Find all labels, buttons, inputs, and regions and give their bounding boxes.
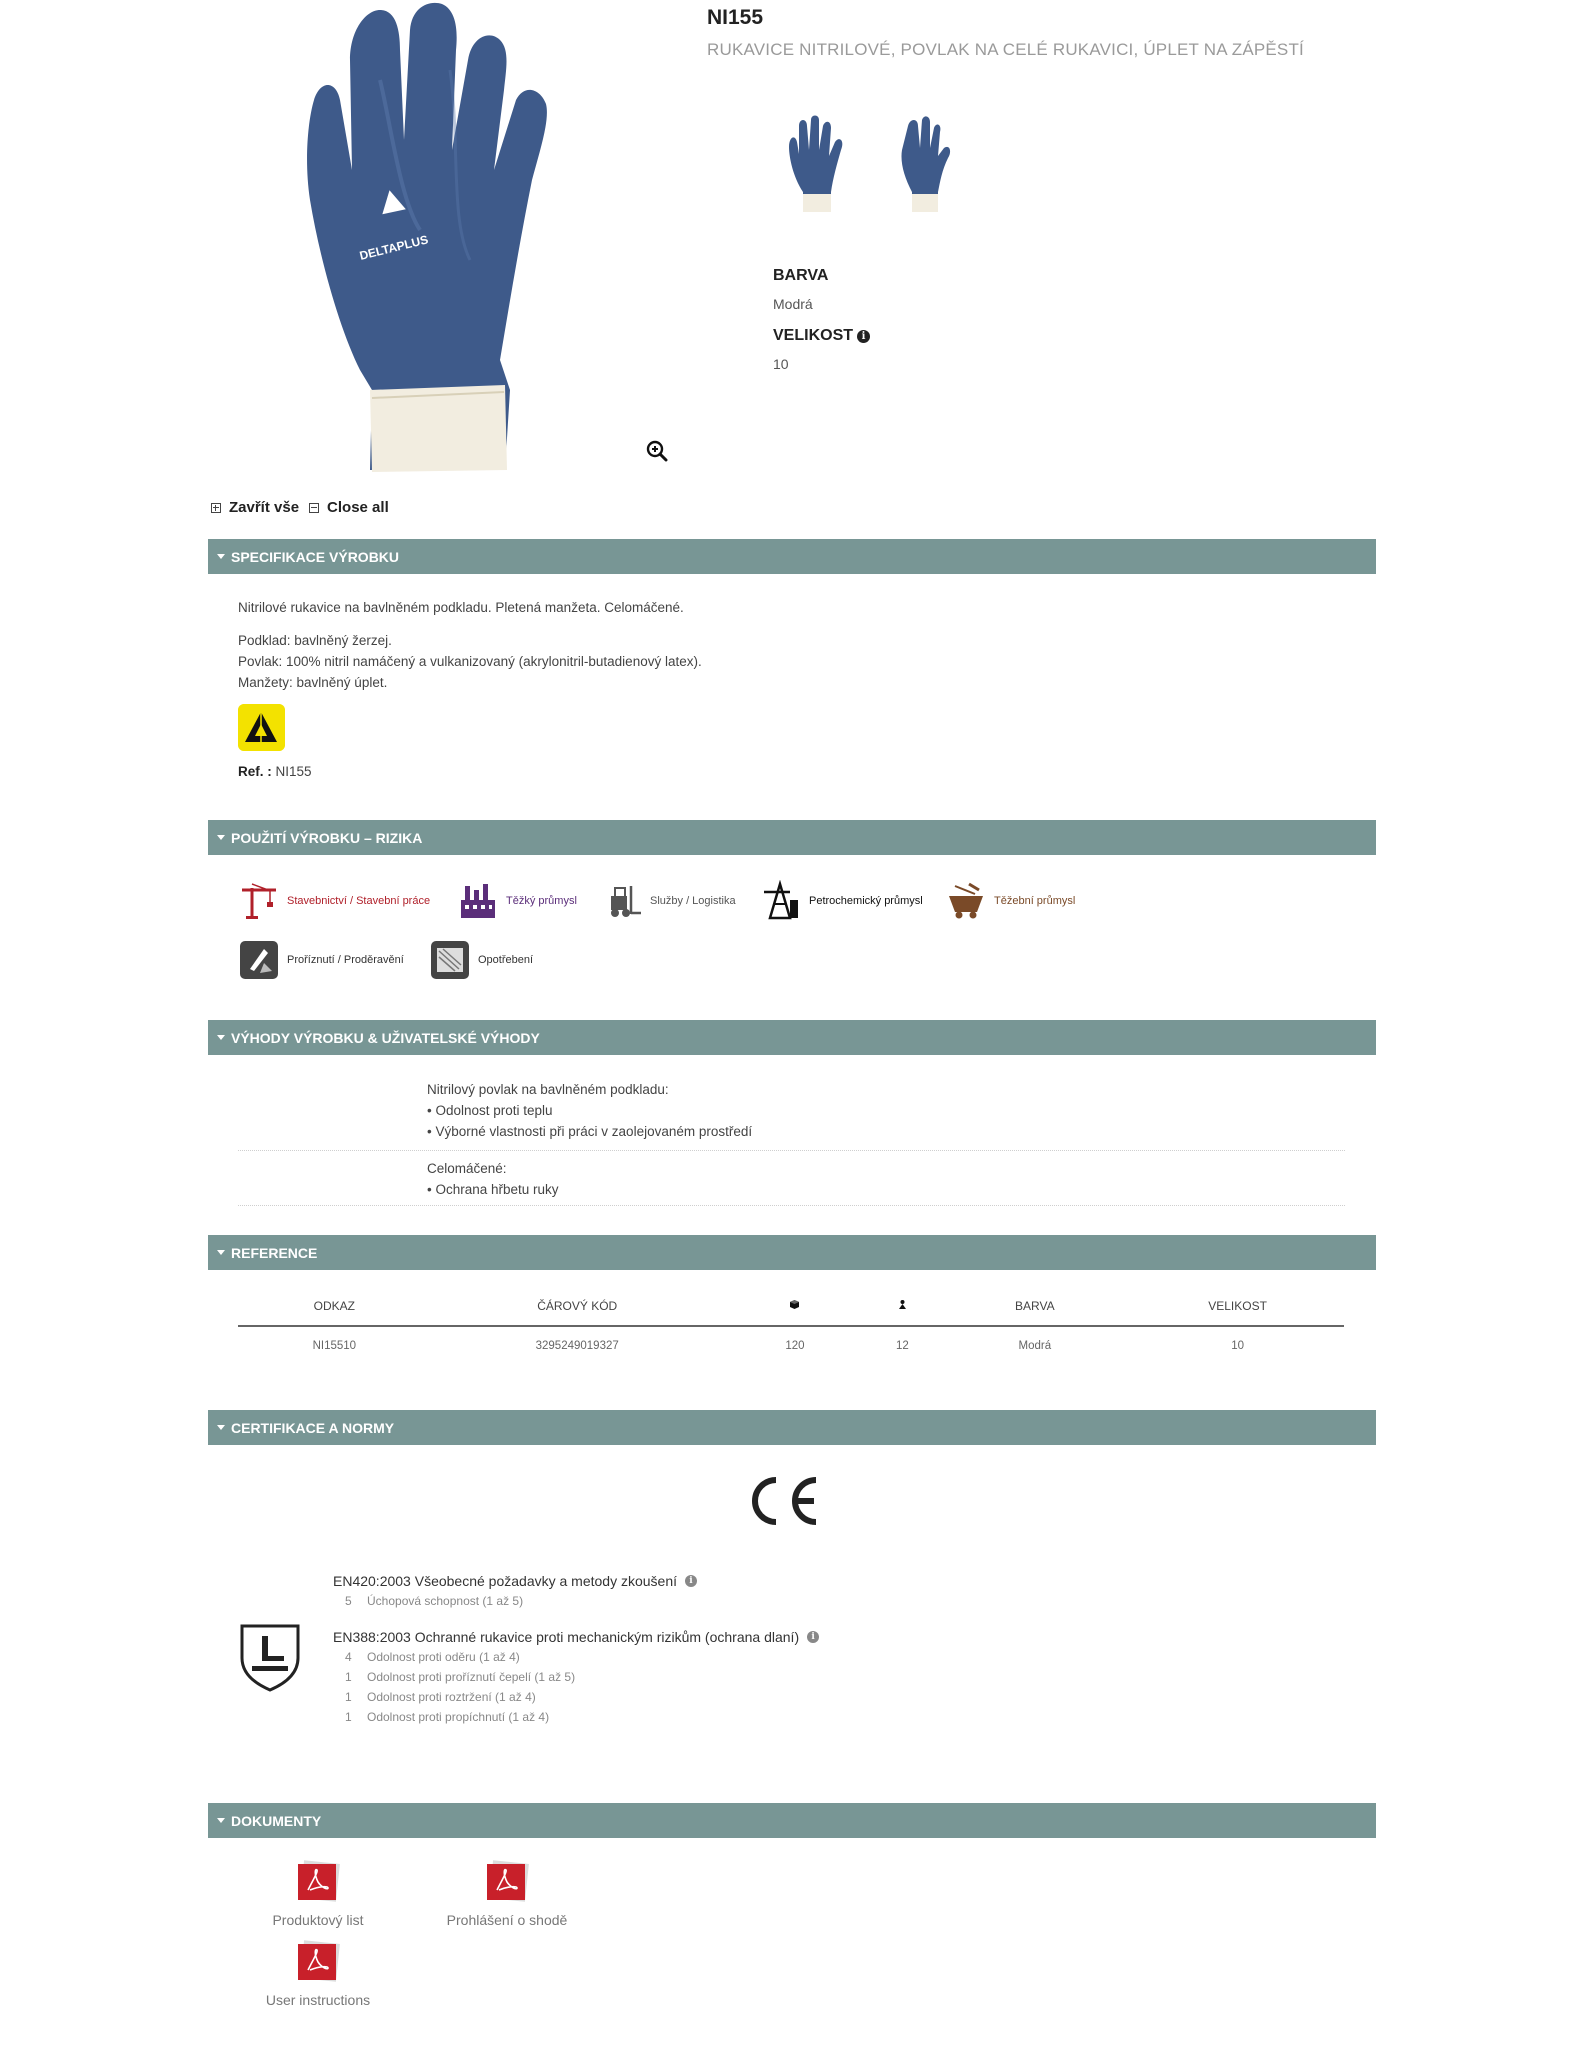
info-icon[interactable]: i: [807, 1631, 819, 1643]
table-row: [238, 1326, 1344, 1365]
benefit-item: • Ochrana hřbetu ruky: [427, 1182, 559, 1197]
document-link[interactable]: [238, 1940, 398, 2010]
norm-description: Odolnost proti roztržení (1 až 4): [367, 1690, 536, 1704]
cut-risk-icon: [238, 939, 280, 981]
product-subtitle: RUKAVICE NITRILOVÉ, POVLAK NA CELÉ RUKAVICI, ÚPLET NA ZÁPĚSTÍ: [707, 40, 1304, 59]
benefit-group-2: [427, 1158, 559, 1200]
deltaplus-logo: [238, 704, 285, 751]
document-label: Produktový list: [272, 1912, 364, 1928]
norm-description: Odolnost proti proříznutí čepelí (1 až 5): [367, 1670, 576, 1684]
benefit-title: Celomáčené:: [427, 1161, 507, 1176]
color-value: Modrá: [773, 296, 813, 312]
expand-all-label: Zavřít vše: [229, 499, 300, 516]
norm-en388-row: [345, 1650, 520, 1664]
norm-en388-row: [345, 1670, 575, 1684]
svg-text:DELTAPLUS: DELTAPLUS: [358, 232, 430, 263]
thumbnail-front[interactable]: [783, 112, 853, 217]
oil-rig-icon: [760, 880, 802, 922]
minus-box-icon: [309, 503, 319, 513]
spec-intro: Nitrilové rukavice na bavlněném podkladu. Pletená manžeta. Celomáčené.: [238, 600, 684, 615]
caret-down-icon: [217, 1250, 225, 1255]
caret-down-icon: [217, 835, 225, 840]
ref-label: Ref. :: [238, 764, 272, 779]
norm-description: Úchopová schopnost (1 až 5): [367, 1594, 524, 1608]
section-header-reference[interactable]: [208, 1235, 1376, 1270]
usage-mining: [945, 879, 1075, 923]
mechanical-risk-shield-icon: [238, 1622, 302, 1692]
spec-line-2: Povlak: 100% nitril namáčený a vulkanizovaný (akrylonitril-butadienový latex).: [238, 654, 702, 669]
expand-all-button[interactable]: [211, 499, 299, 516]
col-header-barcode: ČÁROVÝ KÓD: [431, 1287, 724, 1326]
section-header-usage[interactable]: [208, 820, 1376, 855]
usage-heavy-industry: [457, 879, 577, 923]
toggle-row: [211, 499, 399, 516]
crane-icon: [238, 880, 280, 922]
size-info-icon[interactable]: i: [857, 330, 870, 343]
section-title: DOKUMENTY: [231, 1812, 322, 1829]
forklift-icon: [601, 880, 643, 922]
usage-petrochemical: [760, 879, 923, 923]
document-link[interactable]: [427, 1860, 587, 1930]
spec-line-1: Podklad: bavlněný žerzej.: [238, 633, 392, 648]
col-header-reference: ODKAZ: [238, 1287, 431, 1326]
cell-color: Modrá: [1018, 1340, 1052, 1352]
usage-label: Těžký průmysl: [506, 895, 577, 907]
divider: [238, 1150, 1345, 1151]
section-header-certification[interactable]: [208, 1410, 1376, 1445]
spec-line-3: Manžety: bavlněný úplet.: [238, 675, 388, 690]
section-title: POUŽITÍ VÝROBKU – RIZIKA: [231, 829, 423, 846]
spec-reference: [238, 764, 312, 779]
section-title: CERTIFIKACE A NORMY: [231, 1419, 395, 1436]
usage-label: Petrochemický průmysl: [809, 895, 923, 907]
plus-box-icon: [211, 503, 221, 513]
cell-pack: 12: [895, 1340, 909, 1352]
section-title: SPECIFIKACE VÝROBKU: [231, 548, 400, 565]
size-label: VELIKOST: [773, 327, 854, 344]
mine-cart-icon: [945, 880, 987, 922]
usage-label: Těžební průmysl: [994, 895, 1076, 907]
person-icon: [897, 1299, 908, 1310]
col-header-box: [724, 1287, 867, 1326]
norm-en420-title: [333, 1573, 697, 1589]
benefit-item: • Výborné vlastnosti při práci v zaolejovaném prostředí: [427, 1124, 753, 1139]
close-all-label: Close all: [327, 499, 389, 516]
caret-down-icon: [217, 554, 225, 559]
col-header-size: VELIKOST: [1131, 1287, 1344, 1326]
pdf-icon: [294, 1860, 342, 1904]
benefit-group-1: [427, 1079, 752, 1142]
document-label: Prohlášení o shodě: [446, 1912, 568, 1928]
section-title: VÝHODY VÝROBKU & UŽIVATELSKÉ VÝHODY: [231, 1029, 540, 1046]
ce-mark-icon: [742, 1472, 820, 1530]
norm-title-text: EN420:2003 Všeobecné požadavky a metody zkoušení: [333, 1573, 678, 1589]
usage-logistics: [601, 879, 736, 923]
risk-label: Proříznutí / Proděravění: [287, 954, 404, 966]
section-header-documents[interactable]: [208, 1803, 1376, 1838]
color-label: BARVA: [773, 267, 829, 284]
section-header-benefits[interactable]: [208, 1020, 1376, 1055]
size-label-row: [773, 327, 870, 345]
norm-level: 1: [345, 1670, 352, 1684]
col-header-color: BARVA: [938, 1287, 1131, 1326]
norm-en420-row: [345, 1594, 523, 1608]
risk-abrasion: [429, 938, 533, 982]
risk-cut: [238, 938, 404, 982]
pdf-icon: [483, 1860, 531, 1904]
benefit-title: Nitrilový povlak na bavlněném podkladu:: [427, 1082, 669, 1097]
thumbnail-back[interactable]: [890, 112, 960, 217]
section-title: REFERENCE: [231, 1244, 318, 1261]
pdf-icon: [294, 1940, 342, 1984]
product-code: NI155: [707, 6, 764, 29]
norm-description: Odolnost proti oděru (1 až 4): [367, 1650, 520, 1664]
abrasion-risk-icon: [429, 939, 471, 981]
divider: [238, 1205, 1345, 1206]
cell-size: 10: [1231, 1340, 1244, 1352]
usage-label: Služby / Logistika: [650, 895, 736, 907]
document-label: User instructions: [265, 1992, 371, 2008]
box-icon: [789, 1299, 800, 1310]
ref-value: NI155: [275, 764, 312, 779]
norm-level: 1: [345, 1690, 352, 1704]
section-header-spec[interactable]: [208, 539, 1376, 574]
product-main-image[interactable]: [300, 0, 610, 475]
document-link[interactable]: [238, 1860, 398, 1930]
norm-en388-title: [333, 1629, 819, 1645]
factory-icon: [457, 880, 499, 922]
norm-en388-row: [345, 1710, 549, 1724]
usage-construction: [238, 879, 430, 923]
usage-label: Stavebnictví / Stavební práce: [287, 895, 431, 907]
col-header-pack: [866, 1287, 938, 1326]
cell-barcode: 3295249019327: [535, 1340, 619, 1352]
benefit-item: • Odolnost proti teplu: [427, 1103, 553, 1118]
info-icon[interactable]: i: [685, 1575, 697, 1587]
caret-down-icon: [217, 1818, 225, 1823]
caret-down-icon: [217, 1035, 225, 1040]
size-value: 10: [773, 356, 789, 372]
close-all-button[interactable]: [309, 499, 389, 516]
norm-en388-row: [345, 1690, 536, 1704]
reference-table: [238, 1287, 1344, 1365]
norm-title-text: EN388:2003 Ochranné rukavice proti mechanickým rizikům (ochrana dlaní): [333, 1629, 800, 1645]
norm-level: 1: [345, 1710, 352, 1724]
cell-reference: NI15510: [312, 1340, 357, 1352]
risk-label: Opotřebení: [478, 954, 534, 966]
norm-level: 4: [345, 1650, 352, 1664]
table-header-row: [238, 1287, 1344, 1326]
caret-down-icon: [217, 1425, 225, 1430]
norm-description: Odolnost proti propíchnutí (1 až 4): [367, 1710, 550, 1724]
zoom-in-icon[interactable]: [646, 440, 668, 462]
cell-box: 120: [785, 1340, 805, 1352]
norm-level: 5: [345, 1594, 352, 1608]
